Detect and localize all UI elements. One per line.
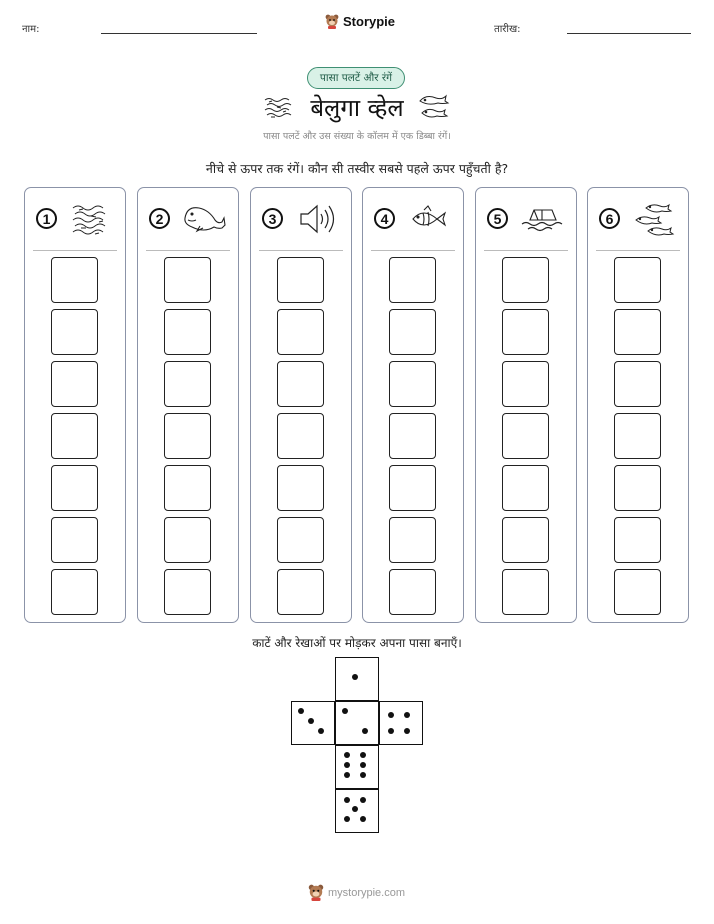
color-box[interactable]	[502, 465, 549, 511]
whale-pod-icon	[632, 200, 678, 238]
column-number: 1	[36, 208, 57, 229]
die-face-4[interactable]	[379, 701, 423, 745]
die-pip	[360, 797, 366, 803]
column-divider	[484, 250, 568, 251]
column-number: 5	[487, 208, 508, 229]
ice-icon	[69, 200, 115, 238]
color-box[interactable]	[502, 517, 549, 563]
color-box[interactable]	[164, 569, 211, 615]
die-pip	[342, 708, 348, 714]
bear-icon	[308, 884, 324, 901]
die-face-5[interactable]	[335, 789, 379, 833]
color-box[interactable]	[614, 465, 661, 511]
bear-icon	[325, 14, 339, 29]
die-face-1[interactable]	[335, 657, 379, 701]
die-pip	[360, 752, 366, 758]
die-pip	[298, 708, 304, 714]
color-box[interactable]	[502, 569, 549, 615]
date-label: तारीख:	[494, 24, 521, 35]
color-box[interactable]	[389, 257, 436, 303]
die-face-6[interactable]	[335, 745, 379, 789]
color-box[interactable]	[277, 517, 324, 563]
column-number: 4	[374, 208, 395, 229]
column-number: 2	[149, 208, 170, 229]
column-2	[137, 187, 239, 623]
iceberg-icon	[520, 200, 566, 238]
die-pip	[388, 712, 394, 718]
color-box[interactable]	[502, 413, 549, 459]
color-box[interactable]	[51, 569, 98, 615]
die-pip	[308, 718, 314, 724]
color-box[interactable]	[614, 413, 661, 459]
cut-instruction: काटें और रेखाओं पर मोड़कर अपना पासा बनाएँ।	[252, 636, 462, 650]
die-pip	[360, 772, 366, 778]
color-box[interactable]	[614, 361, 661, 407]
color-box[interactable]	[277, 413, 324, 459]
die-pip	[362, 728, 368, 734]
column-number: 6	[599, 208, 620, 229]
column-4	[362, 187, 464, 623]
color-box[interactable]	[277, 257, 324, 303]
whale-pod-icon	[416, 89, 452, 123]
column-1	[24, 187, 126, 623]
color-box[interactable]	[389, 413, 436, 459]
color-box[interactable]	[164, 257, 211, 303]
column-5	[475, 187, 577, 623]
name-label: नाम:	[22, 24, 40, 35]
die-pip	[360, 762, 366, 768]
column-number: 3	[262, 208, 283, 229]
color-box[interactable]	[502, 361, 549, 407]
color-box[interactable]	[51, 517, 98, 563]
color-box[interactable]	[389, 465, 436, 511]
color-box[interactable]	[164, 361, 211, 407]
die-pip	[344, 797, 350, 803]
color-box[interactable]	[277, 361, 324, 407]
color-box[interactable]	[164, 309, 211, 355]
color-box[interactable]	[51, 309, 98, 355]
column-3	[250, 187, 352, 623]
column-divider	[259, 250, 343, 251]
game-badge: पासा पलटें और रंगें	[307, 67, 405, 89]
footer-url[interactable]: mystorypie.com	[328, 886, 406, 899]
footer	[308, 884, 405, 901]
color-box[interactable]	[614, 569, 661, 615]
color-box[interactable]	[51, 257, 98, 303]
color-box[interactable]	[51, 465, 98, 511]
die-face-3[interactable]	[291, 701, 335, 745]
color-box[interactable]	[389, 361, 436, 407]
instruction-text: नीचे से ऊपर तक रंगें। कौन सी तस्वीर सबसे पहले ऊपर पहुँचती है?	[205, 161, 509, 176]
color-box[interactable]	[277, 569, 324, 615]
column-divider	[33, 250, 117, 251]
color-box[interactable]	[164, 465, 211, 511]
color-box[interactable]	[389, 309, 436, 355]
column-divider	[146, 250, 230, 251]
die-pip	[388, 728, 394, 734]
brand-logo	[325, 14, 395, 29]
die-pip	[344, 762, 350, 768]
die-pip	[344, 772, 350, 778]
color-box[interactable]	[502, 257, 549, 303]
die-pip	[404, 712, 410, 718]
color-box[interactable]	[502, 309, 549, 355]
page-title: बेलुगा व्हेल	[310, 94, 404, 122]
die-pip	[318, 728, 324, 734]
color-box[interactable]	[164, 413, 211, 459]
die-face-2[interactable]	[335, 701, 379, 745]
name-line[interactable]	[101, 33, 257, 34]
column-divider	[371, 250, 455, 251]
color-box[interactable]	[614, 257, 661, 303]
color-box[interactable]	[277, 465, 324, 511]
color-box[interactable]	[389, 569, 436, 615]
color-box[interactable]	[614, 309, 661, 355]
color-box[interactable]	[51, 413, 98, 459]
color-box[interactable]	[164, 517, 211, 563]
column-6	[587, 187, 689, 623]
color-box[interactable]	[51, 361, 98, 407]
die-pip	[404, 728, 410, 734]
column-divider	[596, 250, 680, 251]
die-pip	[360, 816, 366, 822]
die-pip	[352, 674, 358, 680]
die-pip	[344, 816, 350, 822]
brand-name: Storypie	[343, 14, 396, 29]
die-pip	[352, 806, 358, 812]
color-box[interactable]	[277, 309, 324, 355]
sound-icon	[295, 200, 341, 238]
page-subtitle: पासा पलटें और उस संख्या के कॉलम में एक डिब्बा रंगें।	[263, 131, 451, 142]
fish-icon	[407, 200, 453, 238]
color-box[interactable]	[389, 517, 436, 563]
color-box[interactable]	[614, 517, 661, 563]
beluga-icon	[182, 200, 228, 238]
die-pip	[344, 752, 350, 758]
date-line[interactable]	[567, 33, 691, 34]
